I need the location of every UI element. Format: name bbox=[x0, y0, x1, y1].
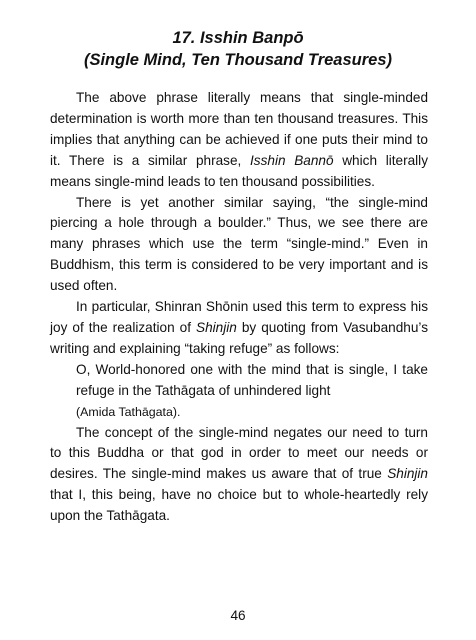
paragraph-1-italic-term: Isshin Bannō bbox=[250, 152, 334, 168]
chapter-title: 17. Isshin Banpō bbox=[172, 29, 304, 47]
paragraph-4 bbox=[50, 423, 428, 528]
paragraph-1-text-b: which literally means single-mind leads to ten thousand possibilities. bbox=[50, 152, 428, 189]
paragraph-1-text-a: The above phrase literally means that single-minded determination is worth more than ten thousand treasures. This implies that anything can be achieved if one puts their mind to it. There is a similar phrase, bbox=[50, 90, 428, 168]
page-number: 46 bbox=[230, 608, 246, 623]
paragraph-3-text-b: by quoting from Vasubandhu’s writing and explaining “taking refuge” as follows: bbox=[50, 319, 428, 356]
paragraph-1 bbox=[50, 88, 428, 193]
block-quote-text: O, World-honored one with the mind that is single, I take refuge in the Tathāgata of unhindered light bbox=[76, 361, 428, 398]
paragraph-4-text-b: that I, this being, have no choice but to whole-heartedly rely upon the Tathāgata. bbox=[50, 487, 428, 524]
paragraph-3-italic-term: Shinjin bbox=[196, 319, 237, 335]
body-text bbox=[50, 88, 428, 527]
paragraph-3 bbox=[50, 297, 428, 360]
paragraph-3-text-a: In particular, Shinran Shōnin used this term to express his joy of the realization of bbox=[50, 299, 428, 335]
paragraph-2: There is yet another similar saying, “the single-mind piercing a hole through a boulder.” Thus, we see there are many phrases which use the term “single-mind.” Even in Buddhism, this term is considered to be very important and is used often. bbox=[50, 194, 428, 294]
block-quote-note: (Amida Tathāgata). bbox=[76, 404, 181, 419]
block-quote bbox=[50, 360, 428, 423]
paragraph-4-text-a: The concept of the single-mind negates our need to turn to this Buddha or that god in order to meet our needs or desires. The single-mind makes us aware that of true bbox=[50, 424, 428, 482]
paragraph-4-italic-term: Shinjin bbox=[387, 466, 428, 482]
chapter-subtitle: (Single Mind, Ten Thousand Treasures) bbox=[83, 51, 393, 69]
